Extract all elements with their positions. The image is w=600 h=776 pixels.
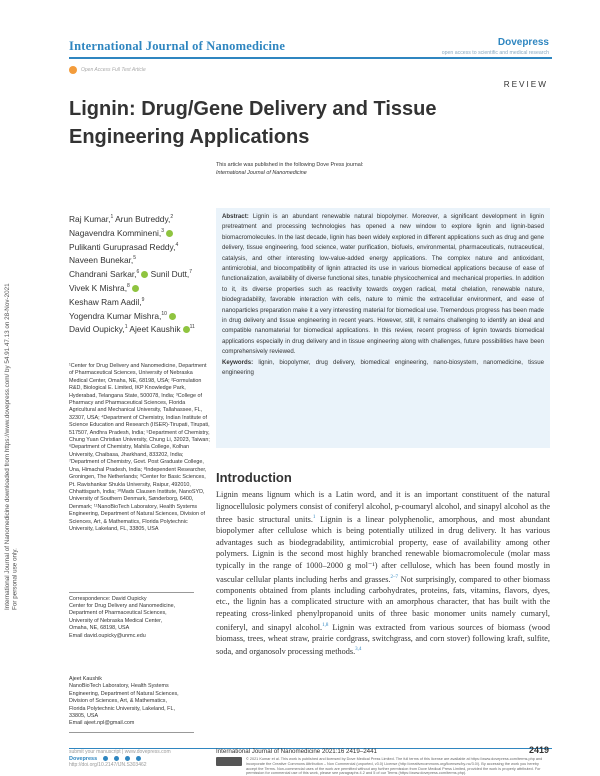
orcid-icon[interactable] — [132, 285, 139, 292]
author-affil-ref: 8 — [127, 282, 130, 289]
author-affil-ref: 6 — [136, 269, 140, 276]
linkedin-icon[interactable] — [125, 756, 130, 761]
correspondence-email[interactable]: Email ajeet.npl@gmail.com — [69, 720, 135, 727]
author-affil-ref: 1 — [110, 214, 114, 220]
author-line — [69, 266, 211, 280]
website-link[interactable]: www.dovepress.com — [124, 749, 171, 755]
doi-link[interactable]: http://doi.org/10.2147/IJN.S303462 — [69, 762, 147, 768]
twitter-icon[interactable] — [114, 756, 119, 761]
keywords-paragraph — [222, 358, 544, 379]
affiliations: ¹Center for Drug Delivery and Nanomedicine, Department of Pharmaceutical Sciences, University of Nebraska Medical Center, Omaha, NE, 68198, USA; ²Formulation R&D, Biological E. Limited, IKP Knowledge Park, Hyderabad, Telangana State, 500078, India; ³College of Pharmacy and Pharmaceutical Sciences, Florida Agricultural and Mechanical University, Tallahassee, FL, 32307, USA; ⁴Department of Chemistry, Indian Institute of Science Education and Research (IISER)-Tirupati, Tirupati, 517507, Andhra Pradesh, India; ⁵Department of Chemistry, Chung Yuan Christian University, Chung Li, 32023, Taiwan; ⁶Department of Chemistry, Mahila College, Kolhan University, Chaibasa, Jharkhand, 833202, India; ⁷Department of Chemistry, Govt. Post Graduate College, Una, Himachal Pradesh, India; ⁸Independent Researcher, Groningen, The Netherlands; ⁹Center for Basic Sciences, Pt. Ravishankar Shukla University, Raipur, 492010, Chhattisgarh, India; ¹⁰Mads Clausen Institute, NanoSYD, University of Southern Denmark, Sønderborg, 6400, Denmark; ¹¹NanoBioTech Laboratory, Health Systems Engineering, Department of Natural Sciences, Division of Sciences, Art, & Mathematics, Florida Polytechnic University, Lakeland, FL, 33805, USA — [69, 363, 210, 532]
author-line — [69, 225, 211, 239]
author-line — [69, 294, 211, 308]
author-name[interactable]: Sunil Dutt, — [150, 268, 190, 279]
author-name[interactable]: Ajeet Kaushik — [129, 324, 181, 335]
reference-link[interactable]: 2–7 — [390, 574, 398, 580]
footer-submit — [69, 749, 212, 769]
correspondence-email[interactable]: Email david.oupicky@unmc.edu — [69, 632, 146, 639]
publication-note-journal: International Journal of Nanomedicine — [216, 169, 307, 176]
author-affil-ref: 5 — [133, 255, 137, 262]
author-name[interactable]: Arun Butreddy, — [115, 213, 171, 224]
author-list — [69, 211, 211, 335]
submit-link[interactable]: submit your manuscript — [69, 749, 121, 755]
reference-link[interactable]: 1 — [312, 515, 316, 521]
author-line — [69, 308, 211, 322]
correspondence-rule — [69, 732, 194, 733]
author-line — [69, 211, 211, 225]
correspondence-block — [69, 676, 212, 732]
correspondence-line: Department of Pharmaceutical Sciences, — [69, 610, 167, 617]
publisher-name: Dovepress — [497, 37, 549, 48]
intro-text: Lignin is a linear polyphenolic, amorphous, and most abundant biopolymer after cellulose which is being potentially utilized in drug delivery. It has various advantages such as biodegradability, antimicrobial property, ease of availability among other polymers. Lignin is the second most highly branched renewable biomacromolecule (molar mass typically in the range of 1000–2000 g mol⁻¹) after cellulose, which has been found mostly in vascular cellular plants including herbs and grasses. — [216, 514, 550, 584]
correspondence-line: Division of Sciences, Art, & Mathematics, — [69, 698, 167, 705]
reference-link[interactable]: 3,4 — [355, 647, 362, 653]
author-name[interactable]: Pulikanti Guruprasad Reddy, — [69, 241, 176, 252]
citation-line: International Journal of Nanomedicine 2021:16 2419–2441 — [216, 748, 377, 755]
intro-text: Not surprisingly, compared to other biomass components obtained from plants including carbohydrates, proteins, fats, vitamins, flavors, dyes, etc., the lignin has a complicated structure with an amorphous character, that has built with the repeating cross-linked phenylpropanoid units of three basic monomer units namely cumaryl, coniferyl, and sinapyl alcohol. — [216, 574, 550, 632]
section-label: REVIEW — [503, 80, 548, 89]
keywords-label: Keywords: — [222, 358, 254, 366]
abstract-paragraph — [222, 212, 544, 358]
introduction-paragraph — [216, 489, 550, 658]
intro-text: Lignin means lignum which is a Latin word, and it is an important constituent of the natural lignocellulosic polymers consist of coniferyl alcohol, p-coumaryl alcohol, and sinapyl alcohol as the three basic structural units. — [216, 490, 550, 524]
correspondence-line: Ajeet Kaushik — [69, 676, 102, 682]
author-name[interactable]: Nagavendra Kommineni, — [69, 227, 162, 238]
correspondence-line: Omaha, NE, 68198, USA — [69, 625, 130, 632]
orcid-icon[interactable] — [141, 271, 148, 278]
correspondence-line: 33805, USA — [69, 713, 99, 720]
open-access-icon — [69, 66, 77, 74]
orcid-icon[interactable] — [169, 313, 176, 320]
orcid-icon[interactable] — [166, 230, 173, 237]
correspondence-line: Center for Drug Delivery and Nanomedicine, — [69, 602, 176, 609]
author-line — [69, 280, 211, 294]
footer-brand[interactable]: Dovepress — [69, 755, 98, 762]
correspondence-block — [69, 590, 212, 640]
author-name[interactable]: Keshaw Ram Aadil, — [69, 296, 142, 307]
author-line — [69, 252, 211, 266]
download-side-note — [4, 140, 20, 610]
license-text: © 2021 Kumar et al. This work is published and licensed by Dove Medical Press Limited. The full terms of this license are available at https://www.dovepress.com/terms.php and incorporate the Creative Commons Attribution – Non Commercial (unported, v3.0) License (http://creativecommons.org/licenses/by-nc/3.0/). By accessing the work you hereby accept the Terms. Non-commercial uses of the work are permitted without any further permission from Dove Medical Press Limited, provided the work is properly attributed. For permission for commercial use of this work, please see paragraphs 4.2 and 5 of our Terms (https://www.dovepress.com/terms.php). — [246, 757, 543, 776]
author-affil-ref: 7 — [189, 269, 193, 276]
author-name[interactable]: Naveen Bunekar, — [69, 255, 134, 266]
correspondence-line: Engineering, Department of Natural Sciences, — [69, 690, 179, 697]
abstract-box — [216, 208, 550, 448]
author-affil-ref: 11 — [189, 324, 195, 331]
publisher-logo[interactable] — [442, 37, 549, 56]
intro-text: Lignin was extracted from various sources of biomass (wood biomass, trees, wheat straw, prairie cordgrass, switchgrass, and corn stover) following kraft, sulfite, soda, and organosolv processing methods. — [216, 622, 550, 657]
submit-line[interactable]: submit your manuscript | www.dovepress.com — [69, 749, 171, 755]
correspondence-line: Correspondence: David Oupicky — [69, 595, 147, 602]
journal-title[interactable]: International Journal of Nanomedicine — [69, 39, 286, 53]
abstract-label: Abstract: — [222, 213, 249, 220]
publication-note-line: This article was published in the following Dove Press journal: — [216, 162, 364, 168]
author-name[interactable]: Yogendra Kumar Mishra, — [69, 310, 162, 321]
author-affil-ref: 4 — [175, 241, 179, 248]
license-block — [216, 757, 550, 776]
open-access-text: Open Access Full Text Article — [81, 67, 146, 73]
page-number: 2419 — [528, 745, 549, 755]
creative-commons-icon[interactable] — [216, 757, 242, 766]
publication-note — [216, 162, 363, 177]
open-access-label — [69, 66, 146, 74]
reference-link[interactable]: 1,8 — [322, 622, 329, 628]
author-line — [69, 239, 211, 253]
author-affil-ref: 9 — [141, 296, 145, 303]
introduction-heading: Introduction — [216, 470, 292, 485]
correspondence-rule — [69, 592, 194, 593]
author-name[interactable]: Vivek K Mishra, — [69, 282, 128, 293]
download-note: International Journal of Nanomedicine downloaded from https://www.dovepress.com/ by 54.91.47.13 on 28-Nov-2021 — [4, 283, 11, 610]
article-title: Lignin: Drug/Gene Delivery and Tissue Engineering Applications — [69, 98, 437, 148]
author-affil-ref: 1 — [124, 324, 128, 331]
personal-use-note: For personal use only. — [11, 548, 19, 610]
author-line — [69, 321, 211, 335]
author-affil-ref: 2 — [170, 214, 174, 220]
abstract-text: Lignin is an abundant renewable natural biopolymer. Moreover, a significant development in lignin pretreatment and processing technologies has opened a new window to explore lignin and lignin-based biomacromolecules. In the last decade, lignin has been widely explored in different applications such as drug and gene delivery, tissue engineering, food science, water purification, biofuels, environmental, pharmaceuticals, nutraceutical, catalysis, and other interesting low-value-added energy applications. The complex nature and antioxidant, antimicrobial, and biocompatibility of lignin attracted its use in various biomedical applications because of ease of functionalization, availability of diverse functional sites, tunable physicochemical and mechanical properties. In addition to it, its diverse properties such as reactivity towards oxygen radical, metal chelation, renewable nature, biodegradability, favorable interaction with cells, nature to mimic the extracellular environment, and ease of nanoparticles preparation make it a very interesting material for biomedical use. Tremendous progress has been made in drug delivery and tissue engineering in recent years. However, still, it remains challenging to identify an ideal and compatible nanomaterial for biomedical applications. In this review, recent progress of lignin towards biomedical applications especially in drug delivery and in tissue engineering along with challenges, future possibilities have been comprehensively reviewed. — [222, 213, 544, 356]
facebook-icon[interactable] — [103, 756, 108, 761]
author-affil-ref: 10 — [161, 310, 167, 317]
youtube-icon[interactable] — [136, 756, 141, 761]
author-name[interactable]: Raj Kumar, — [69, 213, 111, 224]
header-rule — [69, 57, 552, 59]
correspondence-line: University of Nebraska Medical Center, — [69, 617, 163, 624]
correspondence-line: NanoBioTech Laboratory, Health Systems — [69, 683, 169, 690]
correspondence-line: Florida Polytechnic University, Lakeland, FL, — [69, 705, 175, 712]
publisher-tagline: open access to scientific and medical research — [441, 50, 549, 56]
orcid-icon[interactable] — [183, 326, 190, 333]
author-name[interactable]: Chandrani Sarkar, — [69, 268, 137, 279]
author-affil-ref: 3 — [161, 227, 164, 234]
author-name[interactable]: David Oupicky, — [69, 324, 125, 335]
keywords-text: lignin, biopolymer, drug delivery, biomedical engineering, nano-biosystem, nanomedicine, tissue engineering — [222, 358, 544, 377]
